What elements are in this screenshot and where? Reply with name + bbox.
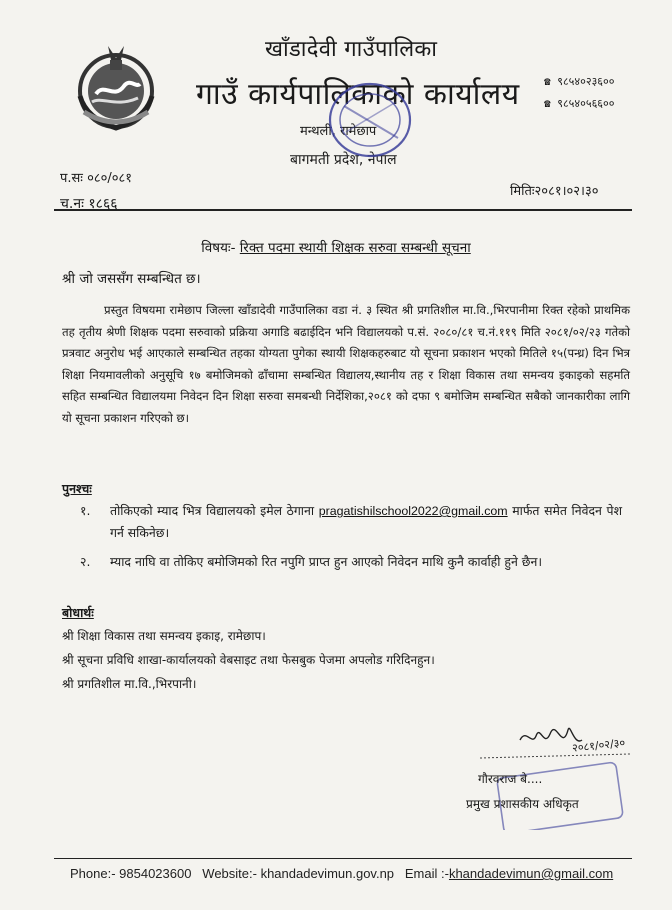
school-email-link[interactable]: pragatishilschool2022@gmail.com — [318, 504, 508, 518]
municipality-name: खाँडादेवी गाउँपालिका — [265, 37, 438, 62]
item-text: तोकिएको म्याद भित्र विद्यालयको इमेल ठेगाना — [110, 503, 315, 518]
postscript-heading: पुनश्चः — [62, 481, 92, 496]
cc-heading: बोधार्थः — [62, 605, 94, 620]
signatory-role: प्रमुख प्रशासकीय अधिकृत — [466, 797, 579, 811]
cc-line: श्री प्रगतिशील मा.वि.,भिरपानी। — [62, 677, 197, 691]
cc-line: श्री सूचना प्रविधि शाखा-कार्यालयको वेबसाइट तथा फेसबुक पेजमा अपलोड गरिदिनहुन। — [62, 653, 435, 667]
cc-line: श्री शिक्षा विकास तथा समन्वय इकाइ, रामेछाप। — [62, 629, 266, 643]
office-name: गाउँ कार्यपालिकाको कार्यालय — [196, 77, 520, 112]
footer-website[interactable]: Website:- khandadevimun.gov.np — [202, 866, 395, 881]
signatory-name: गौरवराज बे.... — [478, 772, 543, 786]
office-province: बागमती प्रदेश, नेपाल — [290, 152, 397, 168]
item-number: २. — [80, 554, 91, 569]
footer — [70, 866, 613, 881]
letter-date: मितिः२०८१।०२।३० — [510, 184, 599, 199]
patra-sankhya: प.सः ०८०/०८१ — [60, 171, 133, 186]
footer-divider — [54, 858, 632, 859]
subject-label: विषयः- — [201, 240, 236, 256]
item-text: मार्फत समेत निवेदन पेश गर्न सकिनेछ। — [110, 503, 622, 540]
subject-text: रिक्त पदमा स्थायी शिक्षक सरुवा सम्बन्धी सूचना — [239, 240, 471, 256]
office-stamp — [302, 68, 437, 188]
postscript-item-1 — [80, 500, 628, 544]
header-divider — [54, 209, 632, 211]
footer-email-link[interactable]: khandadevimun@gmail.com — [448, 866, 614, 881]
chalani-number: च.नः १८६६ — [60, 196, 118, 212]
phone-number-2: ☎ ९८५४०५६६०० — [544, 97, 615, 110]
body-paragraph: प्रस्तुत विषयमा रामेछाप जिल्ला खाँडादेवी गाउँपालिका वडा नं. ३ स्थित श्री प्रगतिशील मा.वि.,भिरपानीमा रिक्त रहेको प्राथमिक तह तृतीय श्रेणी शिक्षक पदमा सरुवाको प्रक्रिया अगाडि बढाईदिन भनि विद्यालयको प.सं. २०८०/८१ च.नं.११९ मिति २०८१/०२/२३ गतेको प्रत्रवाट अनुरोध भई आएकाले सम्बन्धित तहका योग्यता पुगेका स्थायी शिक्षकहरुबाट यो सूचना प्रकाशन भएको मितिले १५(पन्ध्र) दिन भित्र शिक्षा नियमावलीको अनुसूचि १७ बमोजिमको ढाँचामा सम्बन्धित विद्यालय,स्थानीय तह र शिक्षा विकास तथा समन्वय इकाइको सहमति सहित सम्बन्धित विद्यालयमा निवेदन दिन शिक्षा सरुवा समबन्धी निर्देशिका,२०८१ को दफा ९ बमोजिम सम्बन्धित सबैको जानकारीका लागि यो सूचना प्रकाशन गरिएको छ। — [62, 303, 634, 425]
office-location: मन्थली, रामेछाप — [300, 124, 377, 139]
salutation: श्री जो जससँग सम्बन्धित छ। — [62, 271, 201, 287]
item-text: म्याद नाघि वा तोकिए बमोजिमको रित नपुगि प्राप्त हुन आएको निवेदन माथि कुनै कार्वाही हुने छैन। — [110, 554, 543, 569]
item-number: १. — [80, 503, 91, 518]
nepal-emblem-icon — [66, 36, 166, 136]
footer-email-label: Email :- — [404, 866, 449, 881]
footer-phone: Phone:- 9854023600 — [70, 866, 192, 881]
signature-date: २०८१/०२/३० — [571, 736, 626, 755]
phone-number-1: ☎ ९८५४०२३६०० — [544, 75, 615, 88]
postscript-item-2 — [80, 551, 628, 573]
subject-line — [0, 238, 672, 256]
